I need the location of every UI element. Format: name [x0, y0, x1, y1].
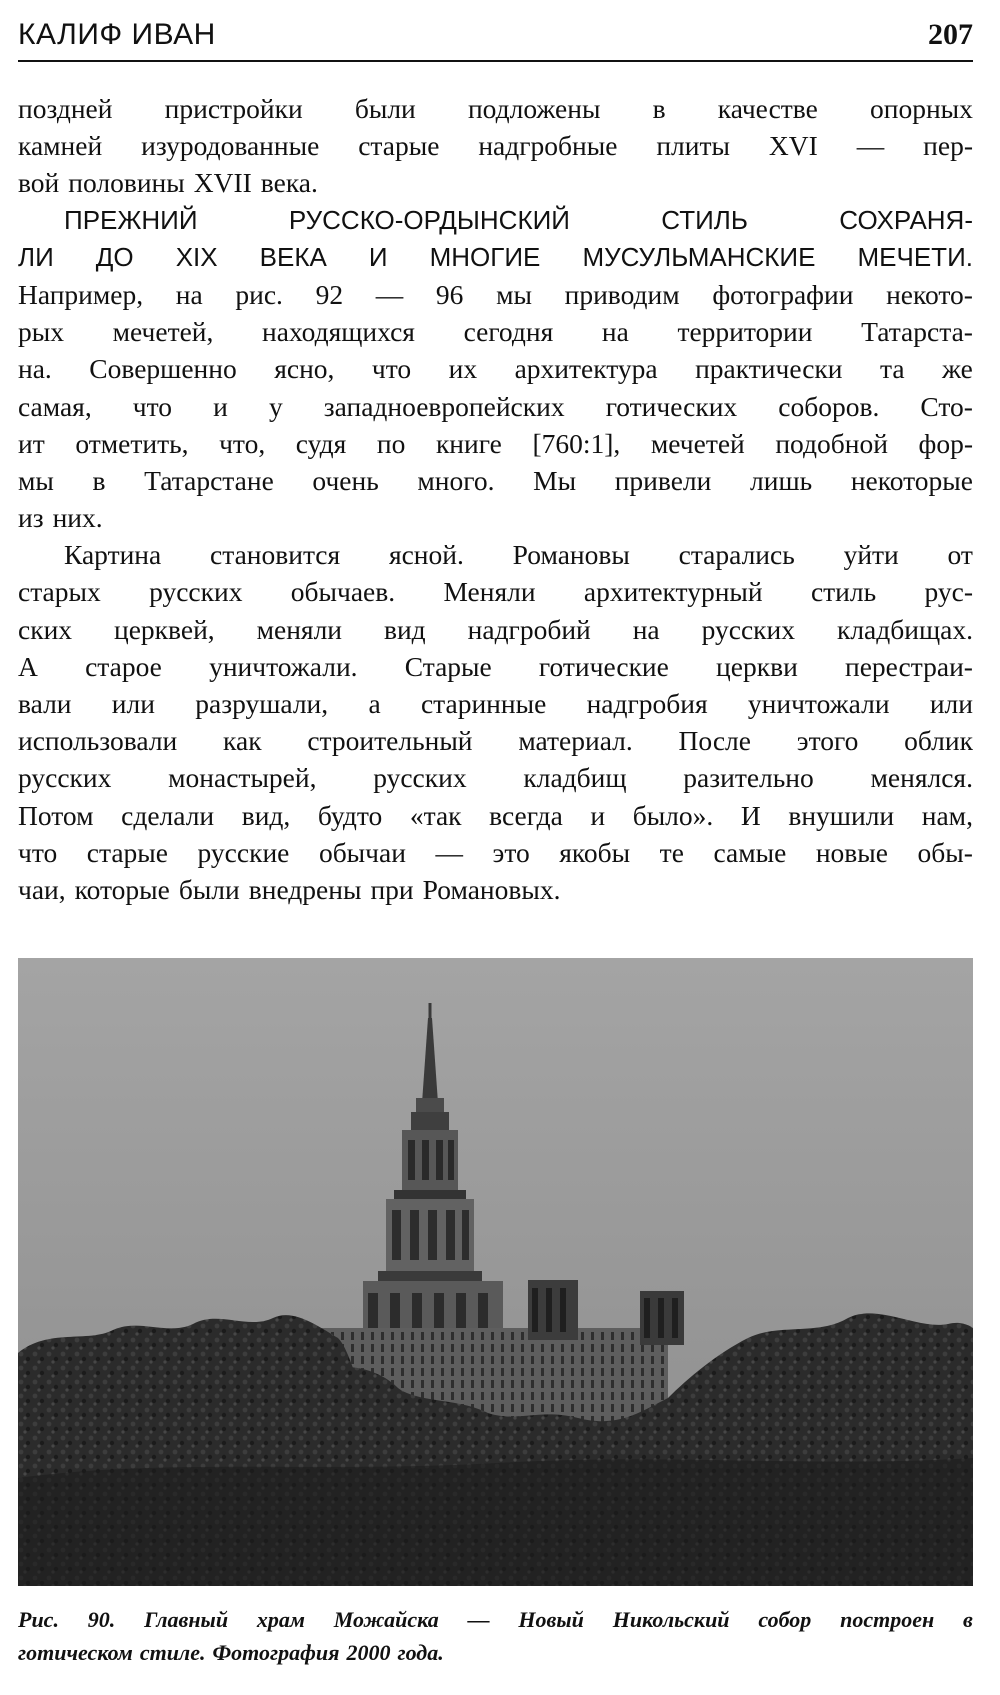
text-line: Например, на рис. 92 — 96 мы приводим фотографии некото- [18, 278, 973, 310]
text-line: использовали как строительный материал. После этого облик [18, 725, 973, 757]
text-line: камней изуродованные старые надгробные плиты XVI — пер- [18, 130, 973, 162]
text-line: ит отметить, что, судя по книге [760:1], мечетей подобной фор- [18, 427, 973, 459]
paragraph-p3 [18, 536, 973, 908]
text-line: Потом сделали вид, будто «так всегда и было». И внушили нам, [18, 799, 973, 831]
figure-photo-cathedral [18, 958, 973, 1586]
running-title: КАЛИФ ИВАН [18, 18, 216, 51]
paragraph-p1 [18, 90, 973, 202]
text-line: на. Совершенно ясно, что их архитектура практически та же [18, 353, 973, 385]
running-header [18, 14, 973, 62]
text-line: чаи, которые были внедрены при Романовых. [18, 873, 561, 905]
text-line: самая, что и у западноевропейских готических соборов. Сто- [18, 390, 973, 422]
body-text [18, 90, 973, 908]
text-line: что старые русские обычаи — это якобы те самые новые обы- [18, 836, 973, 868]
text-line: вали или разрушали, а старинные надгробия уничтожали или [18, 688, 973, 719]
caption-line: Рис. 90. Главный храм Можайска — Новый Никольский собор построен в [18, 1607, 973, 1632]
text-line: Картина становится ясной. Романовы старались уйти от [64, 539, 973, 571]
text-line: вой половины XVII века. [18, 167, 318, 199]
text-line: А старое уничтожали. Старые готические церкви перестраи- [18, 650, 973, 682]
text-line: рых мечетей, находящихся сегодня на территории Татарста- [18, 316, 973, 348]
paragraph-p2 [18, 202, 973, 537]
figure-caption [18, 1603, 973, 1669]
text-line: старых русских обычаев. Меняли архитектурный стиль рус- [18, 576, 973, 608]
text-line: ских церквей, меняли вид надгробий на русских кладбищах. [18, 613, 973, 645]
page-number: 207 [928, 18, 973, 51]
text-line: из них. [18, 502, 103, 534]
text-line: мы в Татарстане очень много. Мы привели лишь некоторые [18, 464, 973, 496]
text-line: русских монастырей, русских кладбищ разительно менялся. [18, 762, 973, 794]
caption-line: готическом стиле. Фотография 2000 года. [18, 1640, 444, 1665]
text-line: ЛИ ДО XIX ВЕКА И МНОГИЕ МУСУЛЬМАНСКИЕ МЕЧЕТИ. [18, 241, 973, 272]
text-line: поздней пристройки были подложены в качестве опорных [18, 93, 973, 124]
cathedral-photo [18, 958, 973, 1586]
text-line: ПРЕЖНИЙ РУССКО-ОРДЫНСКИЙ СТИЛЬ СОХРАНЯ- [64, 204, 973, 235]
